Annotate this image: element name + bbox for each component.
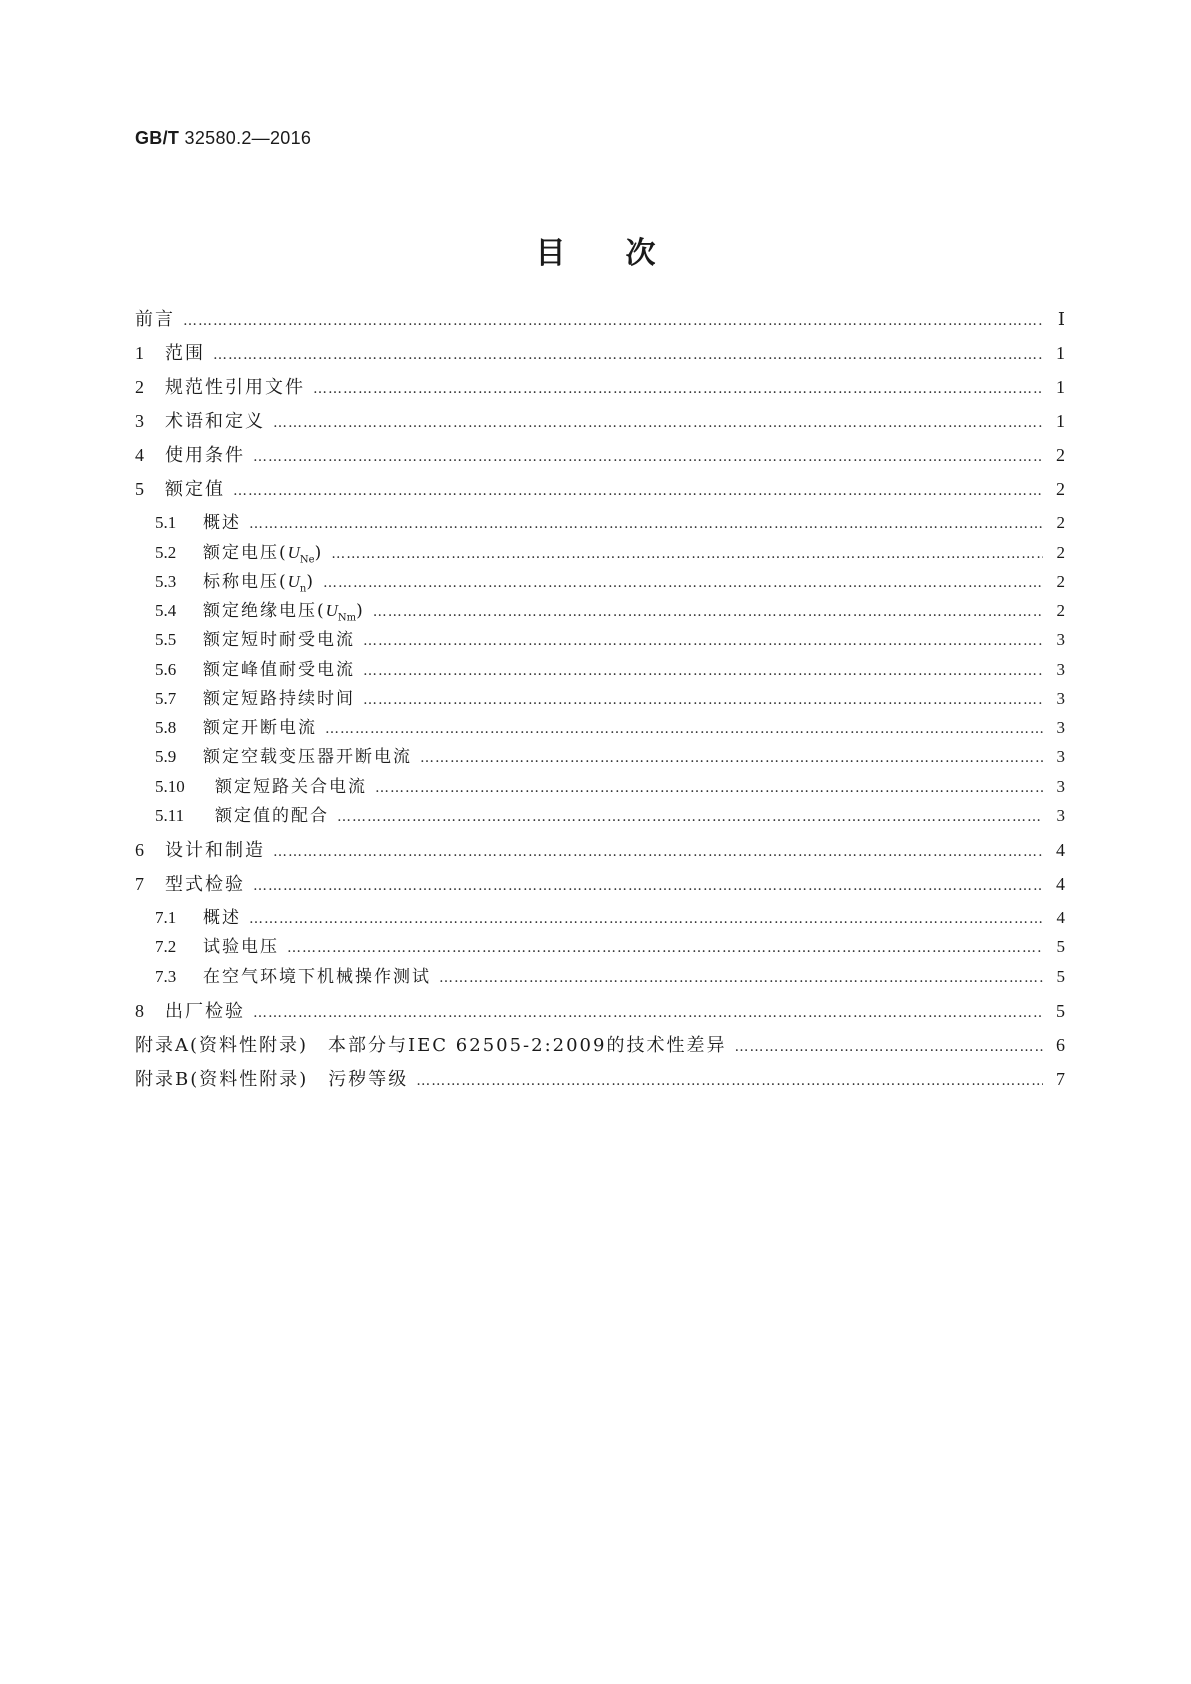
toc-label: 额定短时耐受电流 — [203, 630, 355, 650]
toc-page: 1 — [1056, 377, 1065, 397]
toc-label: 额定开断电流 — [203, 718, 317, 738]
toc-number: 7.2 — [155, 937, 177, 956]
toc-label: 附录A(资料性附录) 本部分与IEC 62505-2:2009的技术性差异 — [135, 1035, 727, 1056]
toc-number: 5.3 — [155, 572, 177, 591]
toc-number: 5.9 — [155, 747, 177, 766]
toc-number: 6 — [135, 840, 144, 860]
toc-label — [203, 541, 323, 572]
toc-page: 4 — [1056, 840, 1065, 860]
toc-entry-5-11[interactable] — [155, 804, 1065, 829]
leader-dots — [249, 512, 1043, 536]
toc-entry-2[interactable] — [135, 375, 1065, 401]
toc-page: 3 — [1056, 806, 1065, 825]
leader-dots — [363, 659, 1043, 683]
leader-dots — [253, 1001, 1043, 1025]
leader-dots — [373, 600, 1043, 624]
toc-label: 出厂检验 — [165, 1001, 245, 1022]
toc-page: 3 — [1056, 660, 1065, 679]
leader-dots — [375, 776, 1043, 800]
toc-number: 8 — [135, 1001, 144, 1021]
toc-label: 前言 — [135, 309, 175, 330]
toc-entry-7-2[interactable] — [155, 935, 1065, 960]
toc-label-text: 额定绝缘电压( — [203, 601, 326, 621]
leader-dots — [363, 688, 1043, 712]
toc-page: 7 — [1056, 1069, 1065, 1089]
leader-dots — [183, 309, 1043, 333]
toc-page: 2 — [1056, 513, 1065, 532]
toc-number: 5.6 — [155, 660, 177, 679]
toc-label: 额定值的配合 — [215, 806, 329, 826]
toc-page: 4 — [1056, 874, 1065, 894]
toc-label: 额定短路持续时间 — [203, 689, 355, 709]
toc-number: 5.7 — [155, 689, 177, 708]
leader-dots — [213, 343, 1043, 367]
standard-number: 32580.2—2016 — [184, 128, 312, 148]
closing-paren: ) — [356, 601, 365, 621]
toc-entry-annex-a[interactable] — [135, 1033, 1065, 1059]
toc-label: 设计和制造 — [165, 840, 265, 861]
toc-entry-3[interactable] — [135, 409, 1065, 435]
toc-label: 概述 — [203, 513, 241, 533]
toc-label: 额定值 — [165, 479, 225, 500]
toc-page: 1 — [1056, 411, 1065, 431]
symbol-subscript: Nm — [337, 612, 357, 624]
leader-dots — [325, 717, 1043, 741]
toc-label — [203, 599, 365, 630]
toc-label: 规范性引用文件 — [165, 377, 305, 398]
toc-page: 3 — [1056, 630, 1065, 649]
leader-dots — [253, 445, 1043, 469]
toc-entry-5-1[interactable] — [155, 511, 1065, 536]
toc-entry-5-7[interactable] — [155, 687, 1065, 712]
leader-dots — [416, 1069, 1043, 1093]
standard-prefix: GB/T — [135, 128, 180, 148]
leader-dots — [363, 629, 1043, 653]
table-of-contents — [135, 0, 1065, 1684]
toc-number: 5.8 — [155, 718, 177, 737]
toc-label: 额定空载变压器开断电流 — [203, 747, 412, 767]
toc-entry-5-6[interactable] — [155, 658, 1065, 683]
toc-entry-5-5[interactable] — [155, 628, 1065, 653]
toc-number: 5.11 — [155, 806, 185, 825]
toc-label: 附录B(资料性附录) 污秽等级 — [135, 1069, 409, 1090]
leader-dots — [253, 874, 1043, 898]
toc-label: 术语和定义 — [165, 411, 265, 432]
leader-dots — [734, 1035, 1043, 1059]
toc-number: 7.1 — [155, 908, 177, 927]
toc-number: 1 — [135, 343, 144, 363]
toc-page: 2 — [1056, 445, 1065, 465]
toc-number: 4 — [135, 445, 144, 465]
toc-entry-1[interactable] — [135, 341, 1065, 367]
toc-page: 2 — [1056, 479, 1065, 499]
toc-number: 5.4 — [155, 601, 177, 620]
toc-entry-annex-b[interactable] — [135, 1067, 1065, 1093]
leader-dots — [249, 907, 1043, 931]
toc-page: 3 — [1056, 689, 1065, 708]
toc-entry-foreword[interactable] — [135, 307, 1065, 333]
toc-label: 试验电压 — [203, 937, 279, 957]
toc-number: 5 — [135, 479, 144, 499]
toc-entry-7-1[interactable] — [155, 906, 1065, 931]
toc-page: 1 — [1056, 343, 1065, 363]
toc-entry-4[interactable] — [135, 443, 1065, 469]
toc-number: 5.5 — [155, 630, 177, 649]
toc-number: 5.10 — [155, 777, 185, 796]
closing-paren: ) — [314, 543, 324, 563]
toc-number: 2 — [135, 377, 144, 397]
toc-label: 型式检验 — [165, 874, 245, 895]
toc-entry-7-3[interactable] — [155, 965, 1065, 990]
toc-number: 5.1 — [155, 513, 177, 532]
toc-page: 2 — [1056, 601, 1065, 620]
toc-label-text: 标称电压( — [203, 572, 288, 592]
toc-page: 5 — [1056, 1001, 1065, 1021]
toc-entry-5-9[interactable] — [155, 745, 1065, 770]
toc-entry-5-2[interactable] — [155, 541, 1065, 572]
toc-number: 7.3 — [155, 967, 177, 986]
toc-entry-8[interactable] — [135, 999, 1065, 1025]
toc-entry-5-4[interactable] — [155, 599, 1065, 630]
leader-dots — [273, 411, 1043, 435]
symbol-subscript: n — [299, 583, 307, 595]
toc-entry-5-3[interactable] — [155, 570, 1065, 601]
closing-paren: ) — [306, 572, 316, 592]
leader-dots — [420, 746, 1043, 770]
toc-number: 5.2 — [155, 543, 177, 562]
leader-dots — [439, 966, 1043, 990]
symbol: U — [287, 572, 300, 591]
symbol: U — [287, 543, 300, 562]
toc-page: 4 — [1056, 908, 1065, 927]
toc-page: 3 — [1056, 718, 1065, 737]
toc-label: 概述 — [203, 908, 241, 928]
toc-page: 5 — [1056, 937, 1065, 956]
toc-label-text: 额定电压( — [203, 543, 288, 563]
toc-page: 5 — [1056, 967, 1065, 986]
toc-entry-5[interactable] — [135, 477, 1065, 503]
toc-page: 3 — [1056, 747, 1065, 766]
symbol-subscript: Ne — [299, 554, 315, 566]
toc-entry-7[interactable] — [135, 872, 1065, 898]
leader-dots — [233, 479, 1043, 503]
leader-dots — [313, 377, 1043, 401]
leader-dots — [287, 936, 1043, 960]
toc-entry-5-10[interactable] — [155, 775, 1065, 800]
toc-entry-5-8[interactable] — [155, 716, 1065, 741]
toc-number: 7 — [135, 874, 144, 894]
toc-label: 使用条件 — [165, 445, 245, 466]
symbol: U — [325, 601, 338, 620]
leader-dots — [337, 805, 1043, 829]
toc-number: 3 — [135, 411, 144, 431]
leader-dots — [331, 542, 1043, 566]
toc-page: 2 — [1056, 572, 1065, 591]
toc-page: 6 — [1056, 1035, 1065, 1055]
leader-dots — [323, 571, 1043, 595]
toc-page: 2 — [1056, 543, 1065, 562]
toc-label: 范围 — [165, 343, 205, 364]
toc-label — [203, 570, 315, 601]
toc-entry-6[interactable] — [135, 838, 1065, 864]
page-title: 目次 — [535, 236, 716, 271]
toc-page: Ⅰ — [1057, 309, 1065, 329]
toc-page: 3 — [1056, 777, 1065, 796]
toc-label: 在空气环境下机械操作测试 — [203, 967, 431, 987]
toc-label: 额定峰值耐受电流 — [203, 660, 355, 680]
leader-dots — [273, 840, 1043, 864]
toc-label: 额定短路关合电流 — [215, 777, 367, 797]
